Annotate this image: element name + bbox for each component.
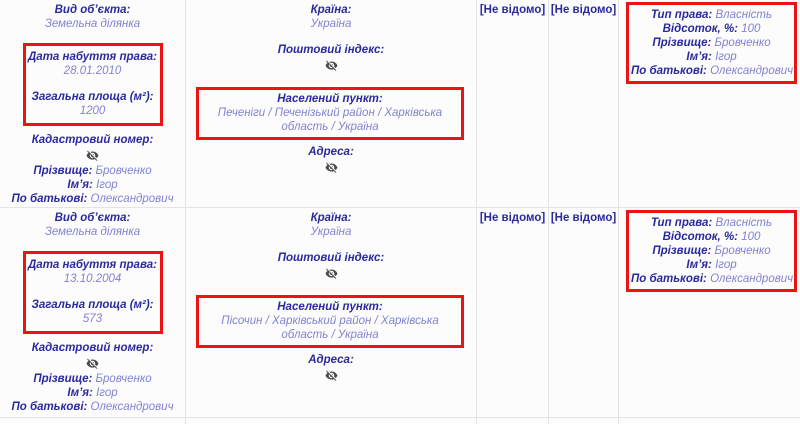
patronymic-value: Олександрович <box>710 273 794 285</box>
percent-line <box>631 230 792 244</box>
unknown-column-cell-2 <box>549 208 619 417</box>
owner-name-line <box>0 178 185 192</box>
address-hidden-wrapper <box>186 160 476 175</box>
owner-surname-line <box>631 244 792 258</box>
percent-line <box>631 22 792 36</box>
acquisition-date-label: Дата набуття права: <box>28 51 157 63</box>
postal-hidden-wrapper <box>186 58 476 73</box>
object-type-value: Земельна ділянка <box>44 226 141 238</box>
object-type-label: Вид об’єкта: <box>54 4 131 16</box>
unknown-value: [Не відомо] <box>550 212 617 224</box>
object-column-cell <box>0 208 186 417</box>
settlement-value: Пісочин / Харківський район / Харківська область / Україна <box>221 315 439 341</box>
unknown-column-cell-1 <box>477 418 549 424</box>
eye-slash-icon <box>86 357 99 370</box>
owner-patronymic-line <box>631 272 792 286</box>
patronymic-label: По батькові: <box>631 273 707 285</box>
owner-patronymic-line <box>631 64 792 78</box>
object-type-value: Земельна ділянка <box>44 18 141 30</box>
surname-label: Прізвище: <box>33 165 93 177</box>
table-row <box>0 208 800 418</box>
highlight-box-ownership <box>626 210 797 292</box>
patronymic-value: Олександрович <box>710 65 794 77</box>
country-label: Країна: <box>310 212 352 224</box>
surname-value: Бровченко <box>714 245 771 257</box>
table-row <box>0 0 800 208</box>
ownership-column-cell <box>619 418 800 424</box>
first-name-label: Ім’я: <box>67 179 93 191</box>
location-column-cell <box>186 0 477 207</box>
country-label: Країна: <box>310 4 352 16</box>
eye-slash-icon <box>325 59 338 72</box>
unknown-value: [Не відомо] <box>550 4 617 16</box>
patronymic-value: Олександрович <box>90 401 174 413</box>
right-type-label: Тип права: <box>650 9 713 21</box>
highlight-box-settlement <box>196 295 464 348</box>
settlement-label: Населений пункт: <box>277 93 383 105</box>
first-name-value: Ігор <box>96 179 118 191</box>
owner-surname-line <box>0 372 185 386</box>
right-type-line <box>631 8 792 22</box>
highlight-box-acquisition <box>23 251 163 334</box>
cadastral-number-label: Кадастровий номер: <box>31 134 154 146</box>
cadastral-hidden-wrapper <box>0 356 185 371</box>
unknown-column-cell-2 <box>549 418 619 424</box>
owner-surname-line <box>631 36 792 50</box>
first-name-value: Ігор <box>715 259 737 271</box>
object-type-label: Вид об’єкта: <box>54 212 131 224</box>
percent-value: 100 <box>741 23 761 35</box>
cadastral-number-label: Кадастровий номер: <box>31 342 154 354</box>
first-name-label: Ім’я: <box>67 387 93 399</box>
total-area-label: Загальна площа (м²): <box>31 299 154 311</box>
location-column-cell <box>186 208 477 417</box>
first-name-label: Ім’я: <box>686 259 712 271</box>
surname-value: Бровченко <box>714 37 771 49</box>
settlement-label: Населений пункт: <box>277 301 383 313</box>
surname-label: Прізвище: <box>652 37 712 49</box>
first-name-label: Ім’я: <box>686 51 712 63</box>
address-label: Адреса: <box>308 354 354 366</box>
postal-hidden-wrapper <box>186 266 476 281</box>
patronymic-value: Олександрович <box>90 193 174 205</box>
ownership-column-cell <box>619 208 800 417</box>
country-value: Україна <box>310 18 352 30</box>
surname-value: Бровченко <box>95 373 152 385</box>
unknown-column-cell-2 <box>549 0 619 207</box>
surname-value: Бровченко <box>95 165 152 177</box>
table-row-partial <box>0 418 800 424</box>
right-type-line <box>631 216 792 230</box>
postal-code-label: Поштовий індекс: <box>277 44 385 56</box>
postal-code-label: Поштовий індекс: <box>277 252 385 264</box>
patronymic-label: По батькові: <box>631 65 707 77</box>
surname-label: Прізвище: <box>33 373 93 385</box>
unknown-value: [Не відомо] <box>479 212 546 224</box>
percent-label: Відсоток, %: <box>662 231 738 243</box>
settlement-value: Печеніги / Печенізький район / Харківська область / Україна <box>217 107 443 133</box>
country-value: Україна <box>310 226 352 238</box>
ownership-column-cell <box>619 0 800 207</box>
owner-surname-line <box>0 164 185 178</box>
object-column-cell <box>0 418 186 424</box>
unknown-value: [Не відомо] <box>479 4 546 16</box>
total-area-value: 573 <box>82 313 103 325</box>
eye-slash-icon <box>325 161 338 174</box>
percent-value: 100 <box>741 231 761 243</box>
eye-slash-icon <box>86 149 99 162</box>
cadastral-hidden-wrapper <box>0 148 185 163</box>
right-type-value: Власність <box>715 9 773 21</box>
unknown-column-cell-1 <box>477 0 549 207</box>
object-column-cell <box>0 0 186 207</box>
location-column-cell <box>186 418 477 424</box>
highlight-box-settlement <box>196 87 464 140</box>
total-area-label: Загальна площа (м²): <box>31 91 154 103</box>
patronymic-label: По батькові: <box>11 193 88 205</box>
address-label: Адреса: <box>308 146 354 158</box>
address-hidden-wrapper <box>186 368 476 383</box>
owner-patronymic-line <box>0 192 185 206</box>
patronymic-label: По батькові: <box>11 401 88 413</box>
owner-patronymic-line <box>0 400 185 414</box>
owner-name-line <box>0 386 185 400</box>
right-type-label: Тип права: <box>650 217 713 229</box>
owner-name-line <box>631 50 792 64</box>
eye-slash-icon <box>325 267 338 280</box>
right-type-value: Власність <box>715 217 773 229</box>
acquisition-date-value: 13.10.2004 <box>63 273 122 285</box>
highlight-box-acquisition <box>23 43 163 126</box>
owner-name-line <box>631 258 792 272</box>
highlight-box-ownership <box>626 2 797 84</box>
first-name-value: Ігор <box>715 51 737 63</box>
eye-slash-icon <box>325 369 338 382</box>
acquisition-date-label: Дата набуття права: <box>28 259 157 271</box>
surname-label: Прізвище: <box>652 245 712 257</box>
first-name-value: Ігор <box>96 387 118 399</box>
total-area-value: 1200 <box>79 105 106 117</box>
acquisition-date-value: 28.01.2010 <box>63 65 122 77</box>
percent-label: Відсоток, %: <box>662 23 738 35</box>
unknown-column-cell-1 <box>477 208 549 417</box>
